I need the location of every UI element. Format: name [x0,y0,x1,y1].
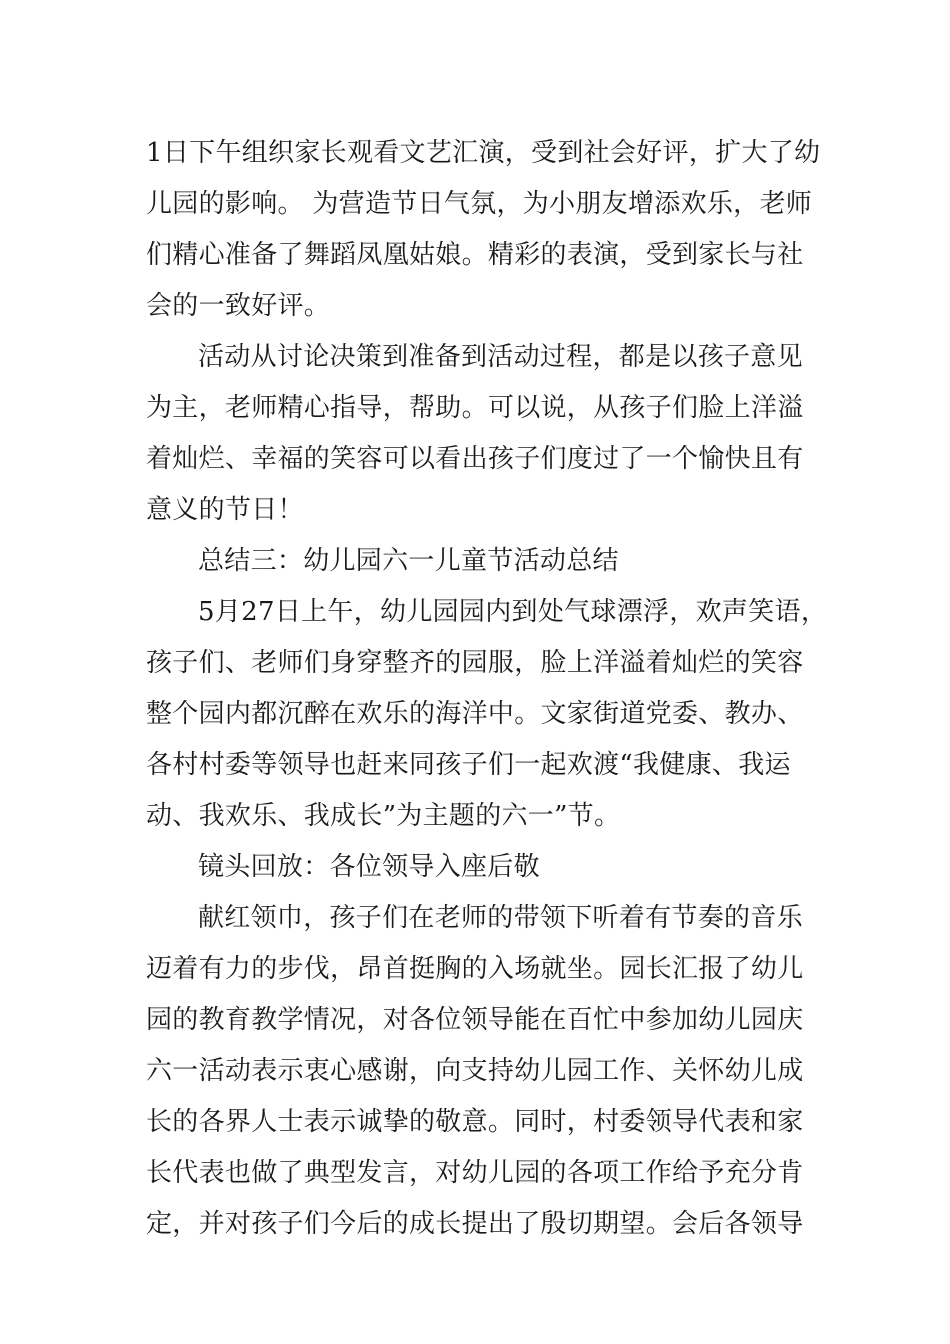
text-line: 着灿烂、幸福的笑容可以看出孩子们度过了一个愉快且有 [146,444,804,474]
text-line: 为主，老师精心指导，帮助。可以说，从孩子们脸上洋溢 [146,393,804,423]
paragraph-start-line: 镜头回放：各位领导入座后敬 [198,852,540,882]
text-line: 动、我欢乐、我成长”为主题的六一”节。 [146,801,621,831]
text-line: 儿园的影响。 为营造节日气氛，为小朋友增添欢乐，老师 [146,189,813,219]
text-line: 们精心准备了舞蹈凤凰姑娘。精彩的表演，受到家长与社 [146,240,804,270]
text-line: 长代表也做了典型发言，对幼儿园的各项工作给予充分肯 [146,1158,804,1188]
text-line: 各村村委等领导也赶来同孩子们一起欢渡“我健康、我运 [146,750,791,780]
text-line: 会的一致好评。 [146,291,331,321]
section-heading: 总结三：幼儿园六一儿童节活动总结 [198,546,619,576]
paragraph-start-line: 活动从讨论决策到准备到活动过程，都是以孩子意见 [198,342,803,372]
text-line: 长的各界人士表示诚挚的敬意。同时，村委领导代表和家 [146,1107,804,1137]
document-body [146,128,828,1250]
text-line: 定，并对孩子们今后的成长提出了殷切期望。会后各领导 [146,1209,804,1239]
text-line: 意义的节日！ [146,495,304,525]
text-line: 孩子们、老师们身穿整齐的园服，脸上洋溢着灿烂的笑容 [146,648,804,678]
text-line: 园的教育教学情况，对各位领导能在百忙中参加幼儿园庆 [146,1005,804,1035]
text-line: 整个园内都沉醉在欢乐的海洋中。文家街道党委、教办、 [146,699,804,729]
text-line: 六一活动表示衷心感谢，向支持幼儿园工作、关怀幼儿成 [146,1056,804,1086]
paragraph-start-line: 5月27日上午，幼儿园园内到处气球漂浮，欢声笑语， [198,597,828,627]
text-line: 迈着有力的步伐，昂首挺胸的入场就坐。园长汇报了幼儿 [146,954,804,984]
text-line: 1日下午组织家长观看文艺汇演，受到社会好评，扩大了幼 [146,138,821,168]
paragraph-start-line: 献红领巾，孩子们在老师的带领下听着有节奏的音乐 [198,903,803,933]
